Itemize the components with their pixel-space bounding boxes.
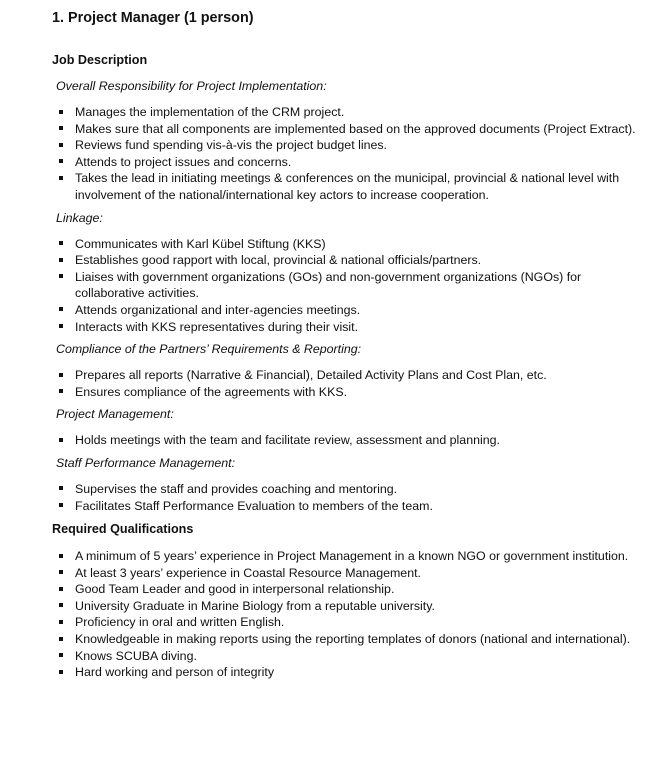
list-item: Prepares all reports (Narrative & Financial), Detailed Activity Plans and Cost Plan, etc. — [56, 367, 650, 384]
list-item: Facilitates Staff Performance Evaluation to members of the team. — [56, 498, 650, 515]
required-qualifications-heading: Required Qualifications — [52, 522, 194, 537]
section-heading: Compliance of the Partners’ Requirements & Reporting: — [56, 342, 362, 357]
list-item: Good Team Leader and good in interpersonal relationship. — [56, 581, 650, 598]
list-item: Manages the implementation of the CRM project. — [56, 104, 650, 121]
section-heading: Staff Performance Management: — [56, 455, 236, 470]
bullet-list — [52, 548, 650, 681]
list-item: Reviews fund spending vis-à-vis the project budget lines. — [56, 137, 650, 154]
list-item: Makes sure that all components are implemented based on the approved documents (Project Extract). — [56, 121, 650, 138]
list-item: Holds meetings with the team and facilitate review, assessment and planning. — [56, 432, 650, 449]
job-description-heading: Job Description — [52, 53, 148, 67]
list-item: Knows SCUBA diving. — [56, 648, 650, 665]
list-item: At least 3 years’ experience in Coastal Resource Management. — [56, 565, 650, 582]
list-item: Proficiency in oral and written English. — [56, 614, 650, 631]
section-heading: Overall Responsibility for Project Implementation: — [56, 79, 327, 93]
list-item: University Graduate in Marine Biology from a reputable university. — [56, 598, 650, 615]
list-item: Interacts with KKS representatives during their visit. — [56, 319, 650, 336]
list-item: A minimum of 5 years’ experience in Project Management in a known NGO or government institution. — [56, 548, 650, 565]
list-item: Attends organizational and inter-agencies meetings. — [56, 302, 650, 319]
page-title: 1. Project Manager (1 person) — [52, 10, 254, 26]
list-item: Communicates with Karl Kübel Stiftung (KKS) — [56, 236, 650, 253]
list-item: Takes the lead in initiating meetings & conferences on the municipal, provincial & national level with involvement of the national/international key actors to increase cooperation. — [56, 170, 650, 203]
bullet-list — [52, 432, 650, 449]
list-item: Establishes good rapport with local, provincial & national officials/partners. — [56, 252, 650, 269]
list-item: Liaises with government organizations (GOs) and non-government organizations (NGOs) for collaborative activities. — [56, 269, 650, 302]
section-heading: Linkage: — [56, 210, 103, 225]
bullet-list — [52, 236, 650, 336]
bullet-list — [52, 104, 650, 204]
section-heading: Project Management: — [56, 407, 174, 422]
list-item: Supervises the staff and provides coaching and mentoring. — [56, 481, 650, 498]
list-item: Knowledgeable in making reports using the reporting templates of donors (national and international). — [56, 631, 650, 648]
list-item: Hard working and person of integrity — [56, 664, 650, 681]
bullet-list — [52, 367, 650, 400]
list-item: Attends to project issues and concerns. — [56, 154, 650, 171]
bullet-list — [52, 481, 650, 514]
list-item: Ensures compliance of the agreements with KKS. — [56, 384, 650, 401]
